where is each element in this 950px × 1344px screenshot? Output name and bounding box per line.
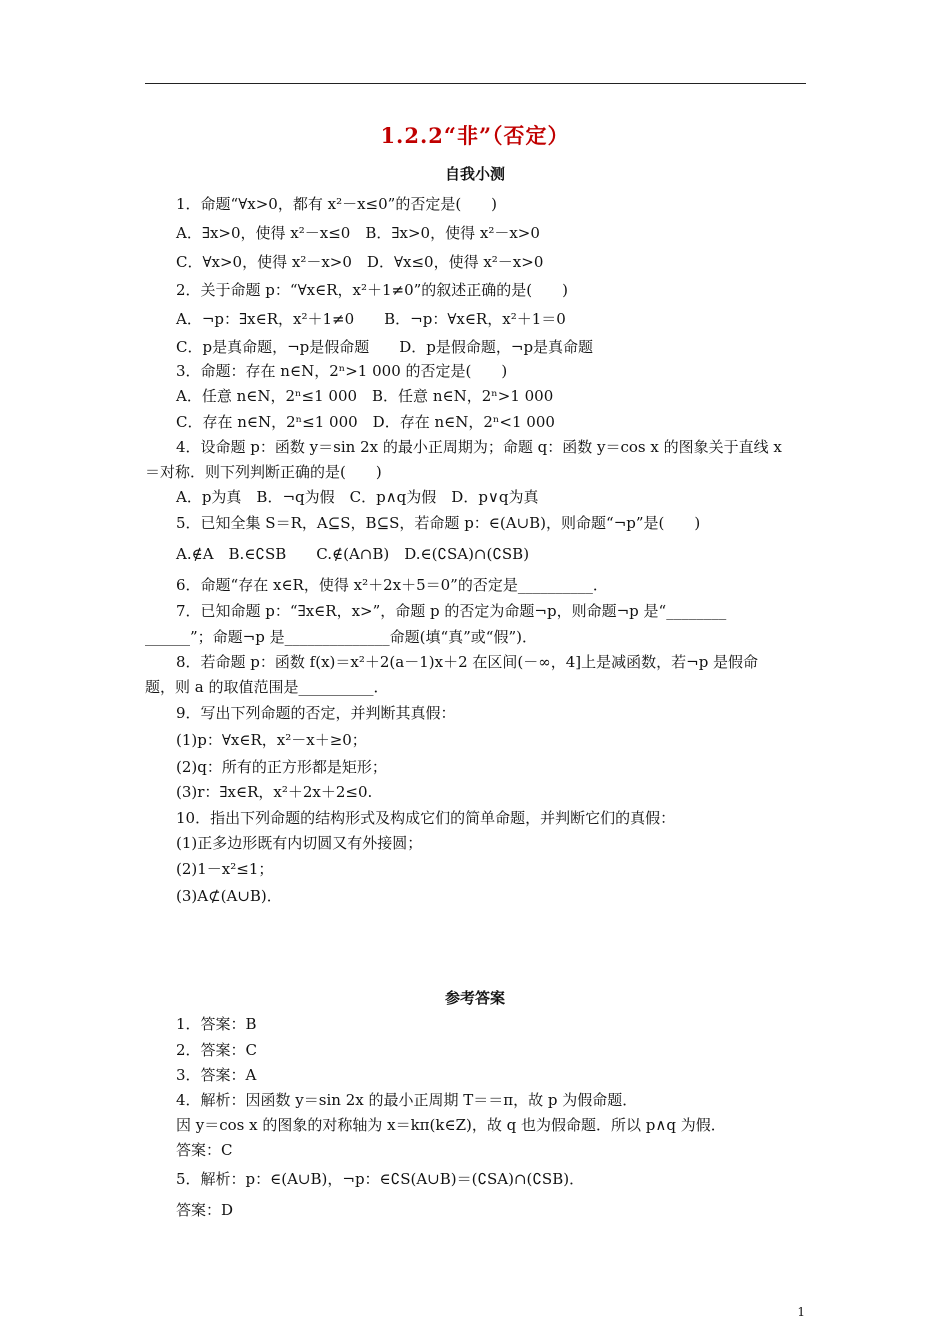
question-line-continued: 题，则 a 的取值范围是__________． [145, 678, 389, 696]
option-line: A．p为真 B．¬q为假 C．p∧q为假 D．p∨q为真 [176, 488, 539, 506]
page-number: 1 [797, 1305, 805, 1319]
answer-line: 1．答案：B [176, 1015, 257, 1033]
option-line: A．∃x>0，使得 x²－x≤0 B．∃x>0，使得 x²－x>0 [176, 224, 540, 242]
option-line: A.∉A B.∈∁SB C.∉(A∩B) D.∈(∁SA)∩(∁SB) [176, 545, 530, 563]
question-line: 1．命题“∀x>0，都有 x²－x≤0”的否定是( ) [176, 195, 498, 213]
question-line: 8．若命题 p：函数 f(x)＝x²＋2(a－1)x＋2 在区间(－∞，4]上是减函数，若¬p 是假命 [176, 653, 759, 671]
question-line: 4．设命题 p：函数 y＝sin 2x 的最小正周期为；命题 q：函数 y＝cos x 的图象关于直线 x [176, 438, 782, 456]
question-line: 5．已知全集 S＝R，A⊆S，B⊆S，若命题 p：∈(A∪B)，则命题“¬p”是( ) [176, 514, 701, 532]
section-heading-quiz: 自我小测 [444, 165, 505, 183]
question-line: 10．指出下列命题的结构形式及构成它们的简单命题，并判断它们的真假： [176, 809, 676, 827]
answer-line: 答案：D [176, 1201, 234, 1219]
header-rule [145, 83, 806, 84]
answer-line: 2．答案：C [176, 1041, 258, 1059]
page-title: 1.2.2“非”（否定） [380, 123, 570, 148]
question-line: 3．命题：存在 n∈N，2ⁿ>1 000 的否定是( ) [176, 362, 508, 380]
sub-question-line: (3)A⊄(A∪B)． [176, 887, 282, 905]
option-line: C．p是真命题，¬p是假命题 D．p是假命题，¬p是真命题 [176, 338, 594, 356]
question-line-continued: ＝对称．则下列判断正确的是( ) [145, 463, 382, 481]
question-line: 2．关于命题 p：“∀x∈R，x²＋1≠0”的叙述正确的是( ) [176, 281, 568, 299]
answer-line: 5．解析：p：∈(A∪B)，¬p：∈∁S(A∪B)＝(∁SA)∩(∁SB)． [176, 1170, 585, 1188]
answer-line: 3．答案：A [176, 1066, 257, 1084]
sub-question-line: (1)p：∀x∈R，x²－x＋≥0； [176, 731, 367, 749]
option-line: A．任意 n∈N，2ⁿ≤1 000 B．任意 n∈N，2ⁿ>1 000 [176, 387, 554, 405]
question-line: 7．已知命题 p：“∃x∈R，x>”，命题 p 的否定为命题¬p，则命题¬p 是“________ [176, 602, 727, 620]
section-heading-answers: 参考答案 [444, 989, 505, 1007]
answer-line: 4．解析：因函数 y＝sin 2x 的最小正周期 T＝＝π，故 p 为假命题． [176, 1091, 638, 1109]
sub-question-line: (2)q：所有的正方形都是矩形； [176, 758, 387, 776]
option-line: C．∀x>0，使得 x²－x>0 D．∀x≤0，使得 x²－x>0 [176, 253, 544, 271]
option-line: A．¬p：∃x∈R，x²＋1≠0 B．¬p：∀x∈R，x²＋1＝0 [176, 310, 566, 328]
sub-question-line: (2)1－x²≤1； [176, 860, 274, 878]
answer-line: 答案：C [176, 1141, 233, 1159]
question-line-continued: ______”；命题¬p 是______________命题(填“真”或“假”)． [145, 628, 537, 646]
sub-question-line: (3)r：∃x∈R，x²＋2x＋2≤0. [176, 783, 373, 801]
question-line: 9．写出下列命题的否定，并判断其真假： [176, 704, 456, 722]
answer-line: 因 y＝cos x 的图象的对称轴为 x＝kπ(k∈Z)，故 q 也为假命题．所以 p∧q 为假． [176, 1116, 726, 1134]
option-line: C．存在 n∈N，2ⁿ≤1 000 D．存在 n∈N，2ⁿ<1 000 [176, 413, 555, 431]
question-line: 6．命题“存在 x∈R，使得 x²＋2x＋5＝0”的否定是__________． [176, 576, 608, 594]
sub-question-line: (1)正多边形既有内切圆又有外接圆； [176, 834, 423, 852]
